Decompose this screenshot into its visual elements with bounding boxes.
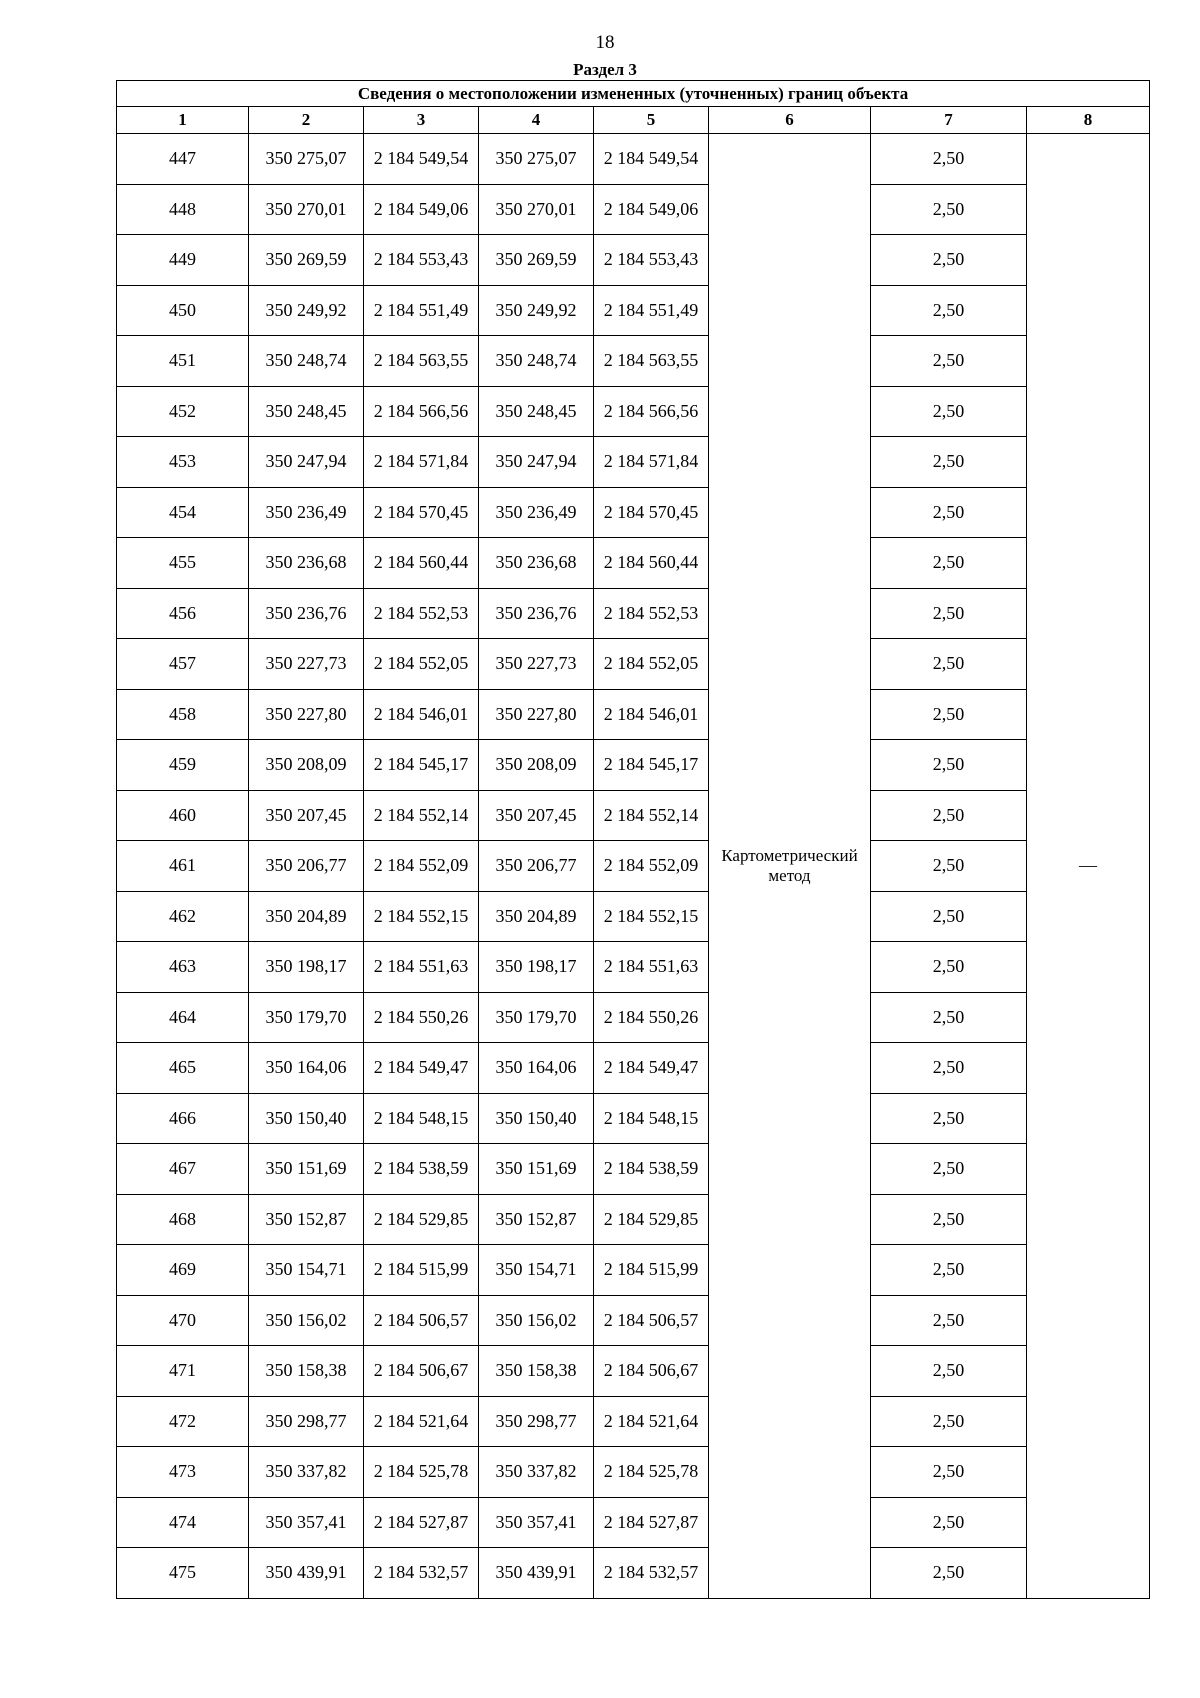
y-coord-refined-cell: 2 184 552,09 [594,841,709,892]
point-number-cell: 455 [117,538,249,589]
y-coord-refined-cell: 2 184 566,56 [594,386,709,437]
accuracy-cell: 2,50 [871,1043,1027,1094]
y-coord-existing-cell: 2 184 552,53 [364,588,479,639]
point-number-cell: 464 [117,992,249,1043]
x-coord-existing-cell: 350 204,89 [249,891,364,942]
table-row [117,790,1150,841]
table-row [117,235,1150,286]
column-header-3: 3 [364,107,479,134]
x-coord-refined-cell: 350 248,45 [479,386,594,437]
x-coord-existing-cell: 350 236,68 [249,538,364,589]
y-coord-refined-cell: 2 184 529,85 [594,1194,709,1245]
table-row [117,386,1150,437]
x-coord-existing-cell: 350 227,80 [249,689,364,740]
y-coord-refined-cell: 2 184 548,15 [594,1093,709,1144]
accuracy-cell: 2,50 [871,134,1027,185]
x-coord-refined-cell: 350 236,49 [479,487,594,538]
point-number-cell: 461 [117,841,249,892]
table-row [117,588,1150,639]
x-coord-refined-cell: 350 298,77 [479,1396,594,1447]
y-coord-refined-cell: 2 184 552,14 [594,790,709,841]
y-coord-refined-cell: 2 184 538,59 [594,1144,709,1195]
y-coord-existing-cell: 2 184 550,26 [364,992,479,1043]
table-row [117,689,1150,740]
x-coord-refined-cell: 350 156,02 [479,1295,594,1346]
y-coord-existing-cell: 2 184 560,44 [364,538,479,589]
point-number-cell: 467 [117,1144,249,1195]
table-row [117,1144,1150,1195]
y-coord-refined-cell: 2 184 549,54 [594,134,709,185]
y-coord-refined-cell: 2 184 527,87 [594,1497,709,1548]
x-coord-refined-cell: 350 204,89 [479,891,594,942]
y-coord-refined-cell: 2 184 553,43 [594,235,709,286]
y-coord-refined-cell: 2 184 551,49 [594,285,709,336]
point-number-cell: 475 [117,1548,249,1599]
x-coord-existing-cell: 350 227,73 [249,639,364,690]
table-row [117,1447,1150,1498]
x-coord-refined-cell: 350 249,92 [479,285,594,336]
x-coord-existing-cell: 350 247,94 [249,437,364,488]
y-coord-refined-cell: 2 184 545,17 [594,740,709,791]
x-coord-refined-cell: 350 357,41 [479,1497,594,1548]
accuracy-cell: 2,50 [871,992,1027,1043]
x-coord-refined-cell: 350 208,09 [479,740,594,791]
x-coord-existing-cell: 350 248,74 [249,336,364,387]
accuracy-cell: 2,50 [871,184,1027,235]
x-coord-refined-cell: 350 248,74 [479,336,594,387]
y-coord-refined-cell: 2 184 551,63 [594,942,709,993]
y-coord-refined-cell: 2 184 506,67 [594,1346,709,1397]
accuracy-cell: 2,50 [871,942,1027,993]
x-coord-refined-cell: 350 337,82 [479,1447,594,1498]
x-coord-refined-cell: 350 158,38 [479,1346,594,1397]
table-row [117,1194,1150,1245]
accuracy-cell: 2,50 [871,487,1027,538]
method-cell: Картометрический метод [709,134,871,1599]
table-row [117,942,1150,993]
y-coord-existing-cell: 2 184 506,67 [364,1346,479,1397]
x-coord-existing-cell: 350 269,59 [249,235,364,286]
accuracy-cell: 2,50 [871,285,1027,336]
point-number-cell: 465 [117,1043,249,1094]
y-coord-existing-cell: 2 184 521,64 [364,1396,479,1447]
x-coord-existing-cell: 350 275,07 [249,134,364,185]
table-row [117,184,1150,235]
x-coord-refined-cell: 350 152,87 [479,1194,594,1245]
table-row [117,1245,1150,1296]
x-coord-existing-cell: 350 298,77 [249,1396,364,1447]
x-coord-existing-cell: 350 164,06 [249,1043,364,1094]
table-row [117,1346,1150,1397]
column-header-2: 2 [249,107,364,134]
accuracy-cell: 2,50 [871,639,1027,690]
x-coord-refined-cell: 350 227,73 [479,639,594,690]
section-title: Раздел 3 [573,60,637,79]
x-coord-refined-cell: 350 150,40 [479,1093,594,1144]
x-coord-refined-cell: 350 269,59 [479,235,594,286]
table-row [117,336,1150,387]
point-number-cell: 452 [117,386,249,437]
y-coord-refined-cell: 2 184 560,44 [594,538,709,589]
y-coord-existing-cell: 2 184 548,15 [364,1093,479,1144]
x-coord-existing-cell: 350 150,40 [249,1093,364,1144]
x-coord-existing-cell: 350 154,71 [249,1245,364,1296]
y-coord-existing-cell: 2 184 551,49 [364,285,479,336]
y-coord-refined-cell: 2 184 552,53 [594,588,709,639]
y-coord-existing-cell: 2 184 532,57 [364,1548,479,1599]
point-number-cell: 449 [117,235,249,286]
x-coord-existing-cell: 350 208,09 [249,740,364,791]
x-coord-existing-cell: 350 248,45 [249,386,364,437]
point-number-cell: 450 [117,285,249,336]
x-coord-refined-cell: 350 439,91 [479,1548,594,1599]
accuracy-cell: 2,50 [871,588,1027,639]
x-coord-refined-cell: 350 151,69 [479,1144,594,1195]
x-coord-refined-cell: 350 227,80 [479,689,594,740]
y-coord-existing-cell: 2 184 552,09 [364,841,479,892]
x-coord-refined-cell: 350 207,45 [479,790,594,841]
y-coord-existing-cell: 2 184 549,47 [364,1043,479,1094]
point-number-cell: 470 [117,1295,249,1346]
accuracy-cell: 2,50 [871,1346,1027,1397]
x-coord-existing-cell: 350 439,91 [249,1548,364,1599]
x-coord-existing-cell: 350 236,76 [249,588,364,639]
column-header-1: 1 [117,107,249,134]
column-header-5: 5 [594,107,709,134]
y-coord-existing-cell: 2 184 552,15 [364,891,479,942]
point-number-cell: 463 [117,942,249,993]
y-coord-refined-cell: 2 184 506,57 [594,1295,709,1346]
y-coord-existing-cell: 2 184 529,85 [364,1194,479,1245]
accuracy-cell: 2,50 [871,437,1027,488]
y-coord-existing-cell: 2 184 545,17 [364,740,479,791]
table-row [117,1043,1150,1094]
y-coord-refined-cell: 2 184 563,55 [594,336,709,387]
y-coord-existing-cell: 2 184 538,59 [364,1144,479,1195]
point-number-cell: 460 [117,790,249,841]
accuracy-cell: 2,50 [871,1548,1027,1599]
accuracy-cell: 2,50 [871,336,1027,387]
column-header-4: 4 [479,107,594,134]
x-coord-existing-cell: 350 206,77 [249,841,364,892]
y-coord-existing-cell: 2 184 571,84 [364,437,479,488]
accuracy-cell: 2,50 [871,1245,1027,1296]
accuracy-cell: 2,50 [871,1396,1027,1447]
x-coord-refined-cell: 350 164,06 [479,1043,594,1094]
point-number-cell: 474 [117,1497,249,1548]
table-row [117,1497,1150,1548]
point-number-cell: 462 [117,891,249,942]
y-coord-refined-cell: 2 184 570,45 [594,487,709,538]
table-row [117,891,1150,942]
accuracy-cell: 2,50 [871,891,1027,942]
table-row [117,841,1150,892]
x-coord-refined-cell: 350 247,94 [479,437,594,488]
x-coord-refined-cell: 350 236,68 [479,538,594,589]
y-coord-existing-cell: 2 184 527,87 [364,1497,479,1548]
table-row [117,134,1150,185]
x-coord-refined-cell: 350 270,01 [479,184,594,235]
table-row [117,487,1150,538]
x-coord-existing-cell: 350 357,41 [249,1497,364,1548]
x-coord-existing-cell: 350 236,49 [249,487,364,538]
table-row [117,285,1150,336]
accuracy-cell: 2,50 [871,1093,1027,1144]
accuracy-cell: 2,50 [871,386,1027,437]
boundary-table [116,80,1150,1599]
y-coord-refined-cell: 2 184 552,05 [594,639,709,690]
table-row [117,1295,1150,1346]
x-coord-refined-cell: 350 198,17 [479,942,594,993]
y-coord-existing-cell: 2 184 546,01 [364,689,479,740]
x-coord-refined-cell: 350 154,71 [479,1245,594,1296]
accuracy-cell: 2,50 [871,235,1027,286]
point-number-cell: 468 [117,1194,249,1245]
page-number: 18 [595,32,615,53]
x-coord-existing-cell: 350 156,02 [249,1295,364,1346]
point-number-cell: 466 [117,1093,249,1144]
column-header-7: 7 [871,107,1027,134]
y-coord-existing-cell: 2 184 563,55 [364,336,479,387]
x-coord-existing-cell: 350 337,82 [249,1447,364,1498]
y-coord-refined-cell: 2 184 552,15 [594,891,709,942]
table-title: Сведения о местоположении измененных (уточненных) границ объекта [117,81,1150,107]
table-row [117,639,1150,690]
table-row [117,992,1150,1043]
point-number-cell: 471 [117,1346,249,1397]
table-row [117,437,1150,488]
table-row [117,1396,1150,1447]
accuracy-cell: 2,50 [871,1295,1027,1346]
accuracy-cell: 2,50 [871,689,1027,740]
x-coord-existing-cell: 350 151,69 [249,1144,364,1195]
accuracy-cell: 2,50 [871,790,1027,841]
point-number-cell: 454 [117,487,249,538]
y-coord-existing-cell: 2 184 553,43 [364,235,479,286]
table-row [117,1548,1150,1599]
column-header-8: 8 [1027,107,1150,134]
point-number-cell: 459 [117,740,249,791]
column8-cell: — [1027,134,1150,1599]
y-coord-refined-cell: 2 184 549,06 [594,184,709,235]
point-number-cell: 456 [117,588,249,639]
y-coord-refined-cell: 2 184 546,01 [594,689,709,740]
y-coord-existing-cell: 2 184 551,63 [364,942,479,993]
x-coord-refined-cell: 350 179,70 [479,992,594,1043]
table-row [117,1093,1150,1144]
y-coord-existing-cell: 2 184 552,05 [364,639,479,690]
accuracy-cell: 2,50 [871,740,1027,791]
point-number-cell: 469 [117,1245,249,1296]
accuracy-cell: 2,50 [871,841,1027,892]
column-header-row [117,107,1150,134]
y-coord-existing-cell: 2 184 515,99 [364,1245,479,1296]
x-coord-refined-cell: 350 206,77 [479,841,594,892]
y-coord-existing-cell: 2 184 525,78 [364,1447,479,1498]
y-coord-refined-cell: 2 184 515,99 [594,1245,709,1296]
y-coord-refined-cell: 2 184 550,26 [594,992,709,1043]
y-coord-refined-cell: 2 184 532,57 [594,1548,709,1599]
x-coord-existing-cell: 350 198,17 [249,942,364,993]
y-coord-refined-cell: 2 184 521,64 [594,1396,709,1447]
y-coord-refined-cell: 2 184 525,78 [594,1447,709,1498]
x-coord-existing-cell: 350 152,87 [249,1194,364,1245]
point-number-cell: 457 [117,639,249,690]
table-body [117,134,1150,1599]
y-coord-existing-cell: 2 184 549,06 [364,184,479,235]
point-number-cell: 451 [117,336,249,387]
accuracy-cell: 2,50 [871,1447,1027,1498]
x-coord-existing-cell: 350 179,70 [249,992,364,1043]
point-number-cell: 458 [117,689,249,740]
point-number-cell: 448 [117,184,249,235]
table-row [117,740,1150,791]
y-coord-existing-cell: 2 184 566,56 [364,386,479,437]
y-coord-refined-cell: 2 184 549,47 [594,1043,709,1094]
x-coord-existing-cell: 350 207,45 [249,790,364,841]
point-number-cell: 453 [117,437,249,488]
point-number-cell: 447 [117,134,249,185]
table-row [117,538,1150,589]
x-coord-refined-cell: 350 236,76 [479,588,594,639]
x-coord-existing-cell: 350 249,92 [249,285,364,336]
accuracy-cell: 2,50 [871,1144,1027,1195]
accuracy-cell: 2,50 [871,1194,1027,1245]
point-number-cell: 473 [117,1447,249,1498]
y-coord-existing-cell: 2 184 506,57 [364,1295,479,1346]
accuracy-cell: 2,50 [871,538,1027,589]
x-coord-existing-cell: 350 270,01 [249,184,364,235]
point-number-cell: 472 [117,1396,249,1447]
column-header-6: 6 [709,107,871,134]
accuracy-cell: 2,50 [871,1497,1027,1548]
y-coord-existing-cell: 2 184 570,45 [364,487,479,538]
x-coord-refined-cell: 350 275,07 [479,134,594,185]
y-coord-existing-cell: 2 184 552,14 [364,790,479,841]
x-coord-existing-cell: 350 158,38 [249,1346,364,1397]
y-coord-existing-cell: 2 184 549,54 [364,134,479,185]
y-coord-refined-cell: 2 184 571,84 [594,437,709,488]
